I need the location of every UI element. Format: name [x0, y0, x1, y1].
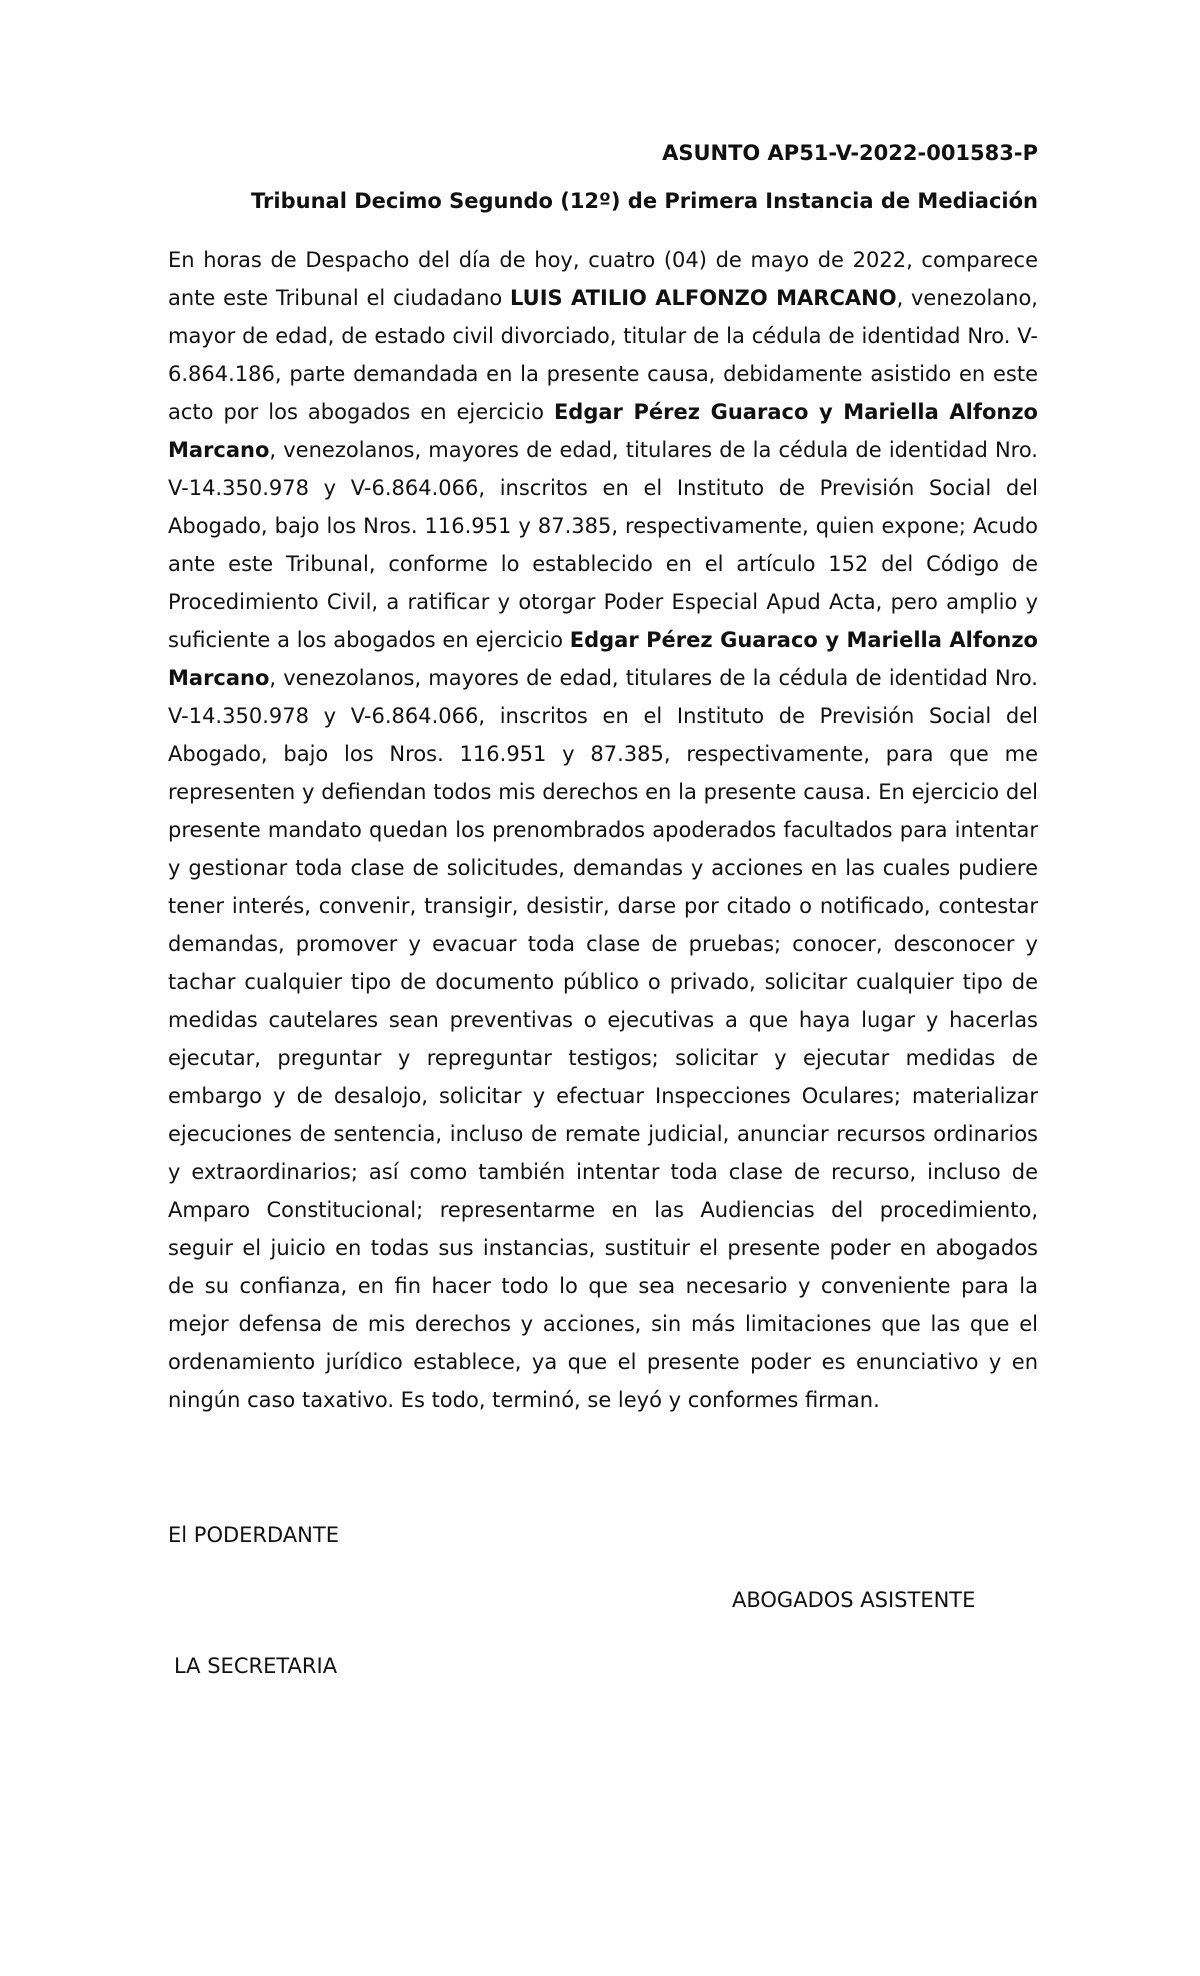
- signature-secretaria-label: LA SECRETARIA: [174, 1654, 338, 1678]
- lawyers-names: Edgar Pérez Guaraco y Mariella Alfonzo Marcano: [168, 400, 1038, 462]
- signature-abogados-label: ABOGADOS ASISTENTE: [732, 1588, 976, 1612]
- body-text-segment: , venezolano, mayor de edad, de estado civil divorciado, titular de la cédula de identidad Nro. V-6.864.186, parte demandada en la presente causa, debidamente asistido en este acto por los abogados en ejercicio: [168, 286, 1038, 424]
- body-text-segment: En horas de Despacho del día de hoy, cuatro (04) de mayo de 2022, comparece ante este Tribunal el ciudadano: [168, 248, 1038, 310]
- court-name-heading: Tribunal Decimo Segundo (12º) de Primera Instancia de Mediación: [251, 189, 1038, 213]
- case-number-heading: ASUNTO AP51-V-2022-001583-P: [662, 141, 1038, 165]
- signature-poderdante-label: El PODERDANTE: [168, 1523, 339, 1547]
- party-name: LUIS ATILIO ALFONZO MARCANO: [510, 286, 897, 310]
- body-text-segment: , venezolanos, mayores de edad, titulares de la cédula de identidad Nro. V-14.350.978 y V-6.864.066, inscritos en el Instituto de Previsión Social del Abogado, bajo los Nros. 116.951 y 87.385, respectivamente, para que me representen y defiendan todos mis derechos en la presente causa. En ejercicio del presente mandato quedan los prenombrados apoderados facultados para intentar y gestionar toda clase de solicitudes, demandas y acciones en las cuales pudiere tener interés, convenir, transigir, desistir, darse por citado o notificado, contestar demandas, promover y evacuar toda clase de pruebas; conocer, desconocer y tachar cualquier tipo de documento público o privado, solicitar cualquier tipo de medidas cautelares sean preventivas o ejecutivas a que haya lugar y hacerlas ejecutar, preguntar y repreguntar testigos; solicitar y ejecutar medidas de embargo y de desalojo, solicitar y efectuar Inspecciones Oculares; materializar ejecuciones de sentencia, incluso de remate judicial, anunciar recursos ordinarios y extraordinarios; así como también intentar toda clase de recurso, incluso de Amparo Constitucional; representarme en las Audiencias del procedimiento, seguir el juicio en todas sus instancias, sustituir el presente poder en abogados de su confianza, en fin hacer todo lo que sea necesario y conveniente para la mejor defensa de mis derechos y acciones, sin más limitaciones que las que el ordenamiento jurídico establece, ya que el presente poder es enunciativo y en ningún caso taxativo. Es todo, terminó, se leyó y conformes firman.: [168, 666, 1038, 1412]
- lawyers-names: Edgar Pérez Guaraco y Mariella Alfonzo Marcano: [168, 628, 1038, 690]
- act-body-paragraph: [168, 241, 1038, 1419]
- body-text-segment: , venezolanos, mayores de edad, titulares de la cédula de identidad Nro. V-14.350.978 y V-6.864.066, inscritos en el Instituto de Previsión Social del Abogado, bajo los Nros. 116.951 y 87.385, respectivamente, quien expone; Acudo ante este Tribunal, conforme lo establecido en el artículo 152 del Código de Procedimiento Civil, a ratificar y otorgar Poder Especial Apud Acta, pero amplio y suficiente a los abogados en ejercicio: [168, 438, 1038, 652]
